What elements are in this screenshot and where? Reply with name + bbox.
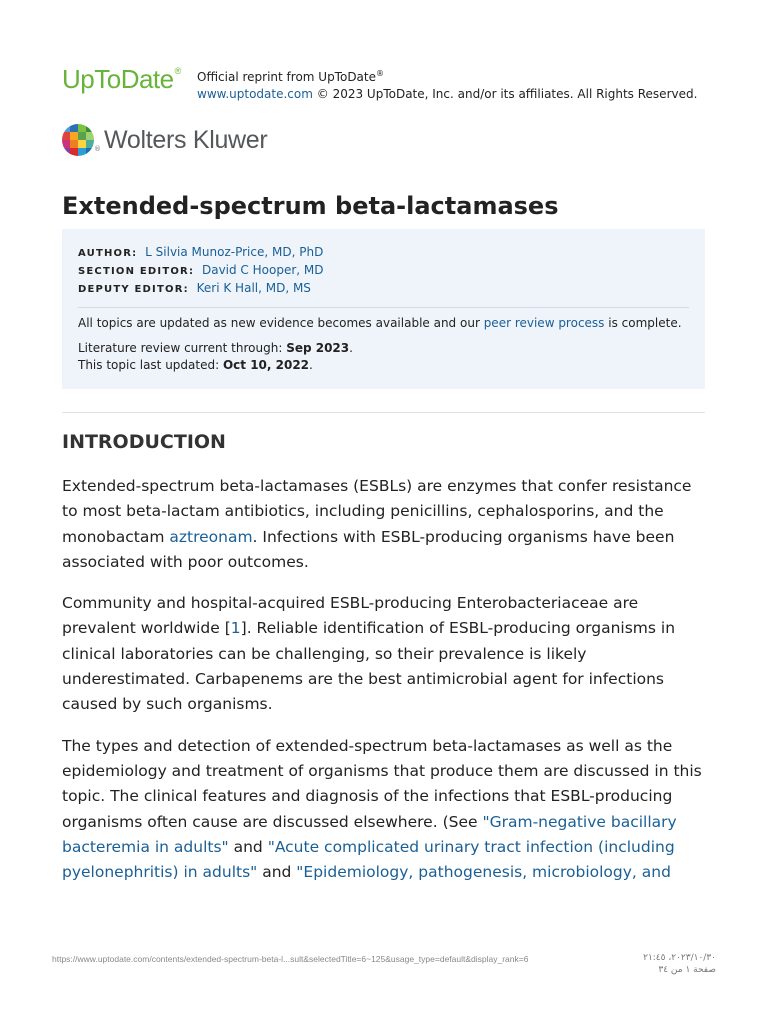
peer-review-link[interactable]: peer review process: [483, 316, 605, 330]
print-datetime: ٢٠٢٣/١٠/٣٠، ٢١:٤٥: [643, 953, 716, 963]
page-number: صفحة ١ من ٣٤: [658, 965, 716, 975]
author-label: AUTHOR:: [78, 248, 138, 259]
last-updated-date: Oct 10, 2022: [222, 358, 310, 372]
publisher-name: Wolters Kluwer: [104, 126, 268, 154]
reprint-header: [62, 64, 712, 104]
epidemiology-pathogenesis-link[interactable]: "Epidemiology, pathogenesis, microbiology, and: [296, 863, 671, 882]
uptodate-logo[interactable]: UpToDate®: [62, 64, 181, 94]
section-editor-row: [78, 262, 689, 280]
introduction-body: [62, 474, 708, 901]
section-editor-link[interactable]: David C Hooper, MD: [201, 263, 324, 277]
footer-print-info: [630, 952, 716, 976]
literature-review-date: Sep 2023: [286, 341, 350, 355]
reprint-notice: Official reprint from UpToDate® www.uptodate.com © 2023 UpToDate, Inc. and/or its affiliates. All Rights Reserved.: [197, 69, 698, 101]
intro-paragraph-2: Community and hospital-acquired ESBL-producing Enterobacteriaceae are prevalent worldwide [1]. Reliable identification of ESBL-producing organisms in clinical laboratories can be challenging, so their prevalence is likely underestimated. Carbapenems are the best antimicrobial agent for infections caused by such organisms.: [62, 594, 676, 714]
author-link[interactable]: L Silvia Munoz-Price, MD, PhD: [145, 245, 324, 259]
introduction-heading: INTRODUCTION: [62, 431, 226, 453]
copyright-text: © 2023 UpToDate, Inc. and/or its affiliates. All Rights Reserved.: [312, 87, 698, 101]
topic-info-box: [62, 229, 705, 389]
update-policy-text: All topics are updated as new evidence becomes available and our peer review process is complete.: [78, 316, 682, 330]
wolters-kluwer-globe-icon: [62, 124, 94, 156]
deputy-editor-link[interactable]: Keri K Hall, MD, MS: [196, 281, 311, 295]
section-divider: [62, 412, 705, 413]
info-divider: [78, 307, 689, 308]
complicated-uti-link[interactable]: "Acute complicated urinary tract infection (including pyelonephritis) in adults": [62, 837, 675, 882]
reprint-line: Official reprint from UpToDate: [197, 70, 376, 84]
review-dates: Literature review current through: Sep 2023. This topic last updated: Oct 10, 2022.: [78, 341, 353, 372]
aztreonam-link[interactable]: aztreonam: [169, 527, 253, 546]
intro-paragraph-3: The types and detection of extended-spectrum beta-lactamases as well as the epidemiology and treatment of organisms that produce them are discussed in this topic. The clinical features and diagnosis of the infections that ESBL-producing organisms often cause are discussed elsewhere. (See "Gram-negative bacillary bacteremia in adults" and "Acute complicated urinary tract infection (including pyelonephritis) in adults" and "Epidemiology, pathogenesis, microbiology, and: [62, 736, 702, 882]
gram-negative-bacteremia-link[interactable]: "Gram-negative bacillary bacteremia in adults": [62, 812, 677, 856]
intro-paragraph-1: Extended-spectrum beta-lactamases (ESBLs) are enzymes that confer resistance to most beta-lactam antibiotics, including penicillins, cephalosporins, and the monobactam aztreonam. Infections with ESBL-producing organisms have been associated with poor outcomes.: [62, 477, 692, 571]
footer-url: https://www.uptodate.com/contents/extended-spectrum-beta-l...sult&selectedTitle=6~125&usage_type=default&display_rank=6: [52, 954, 529, 964]
deputy-editor-label: DEPUTY EDITOR:: [78, 284, 189, 295]
author-row: [78, 244, 689, 262]
deputy-editor-row: [78, 280, 689, 298]
uptodate-site-link[interactable]: www.uptodate.com: [197, 87, 313, 101]
page-title: Extended-spectrum beta-lactamases: [62, 192, 559, 220]
section-editor-label: SECTION EDITOR:: [78, 266, 195, 277]
reference-1-link[interactable]: 1: [230, 619, 241, 638]
